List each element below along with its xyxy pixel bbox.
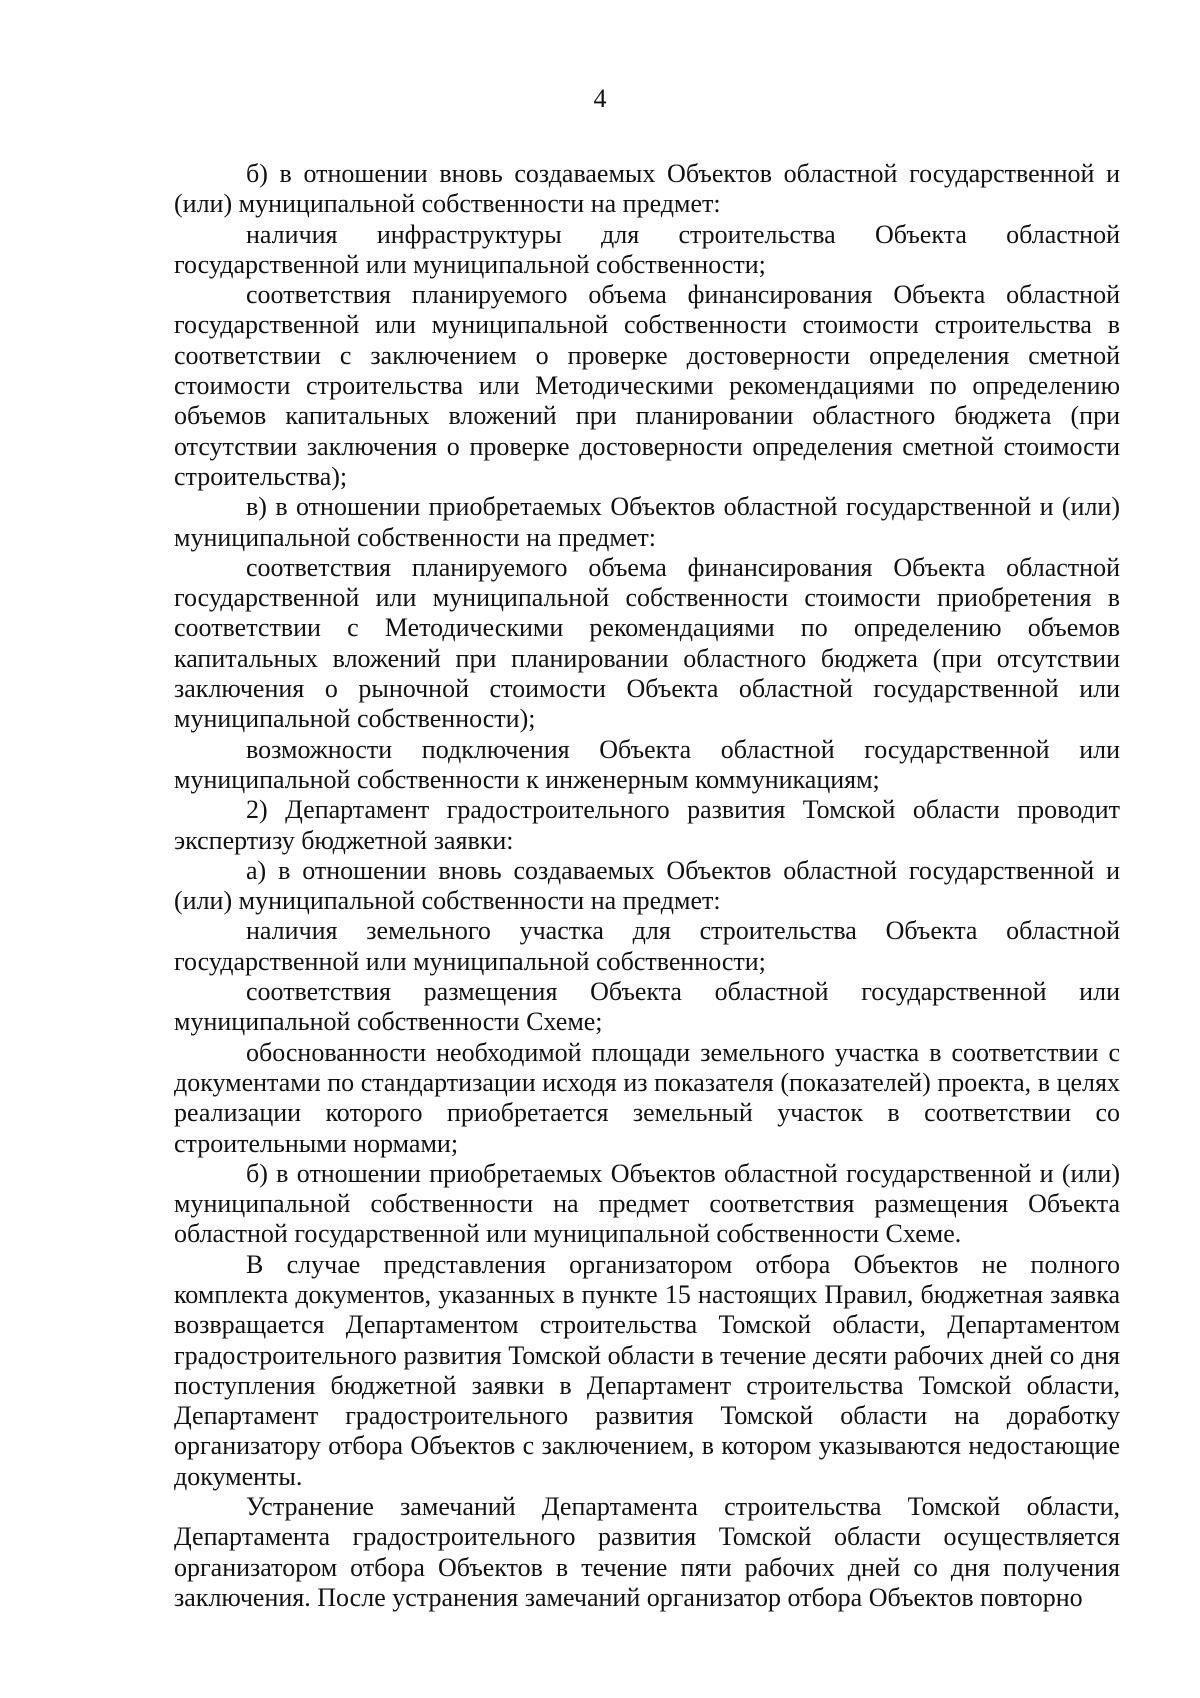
paragraph-incomplete-documents: В случае представления организатором отбора Объектов не полного комплекта документов, указанных в пункте 15 настоящих Правил, бюджетная заявка возвращается Департаментом строительства Томской области, Департаментом градостроительного развития Томской области в течение десяти рабочих дней со дня поступления бюджетной заявки в Департамент строительства Томской области, Департамент градостроительного развития Томской области на доработку организатору отбора Объектов с заключением, в котором указываются недостающие документы. <box>174 1249 1120 1491</box>
document-body <box>174 159 1120 1613</box>
paragraph-utility-connection: возможности подключения Объекта областной государственной или муниципальной собственности к инженерным коммуникациям; <box>174 734 1120 794</box>
paragraph-land-area-justification: обоснованности необходимой площади земельного участка в соответствии с документами по стандартизации исходя из показателя (показателей) проекта, в целях реализации которого приобретается земельный участок в соответствии со строительными нормами; <box>174 1037 1120 1158</box>
paragraph-b-new-objects: б) в отношении вновь создаваемых Объектов областной государственной и (или) муниципальной собственности на предмет: <box>174 159 1120 219</box>
paragraph-financing-construction: соответствия планируемого объема финансирования Объекта областной государственной или муниципальной собственности стоимости строительства в соответствии с заключением о проверке достоверности определения сметной стоимости строительства или Методическими рекомендациями по определению объемов капитальных вложений при планировании областного бюджета (при отсутствии заключения о проверке достоверности определения сметной стоимости строительства); <box>174 280 1120 491</box>
paragraph-infrastructure: наличия инфраструктуры для строительства Объекта областной государственной или муниципальной собственности; <box>174 219 1120 279</box>
paragraph-2-department-expertise: 2) Департамент градостроительного развития Томской области проводит экспертизу бюджетной заявки: <box>174 795 1120 855</box>
paragraph-a-new-objects: а) в отношении вновь создаваемых Объектов областной государственной и (или) муниципальной собственности на предмет: <box>174 855 1120 916</box>
paragraph-land-plot: наличия земельного участка для строительства Объекта областной государственной или муниципальной собственности; <box>174 916 1120 976</box>
page-number: 4 <box>593 84 607 113</box>
paragraph-remarks-elimination: Устранение замечаний Департамента строительства Томской области, Департамента градостроительного развития Томской области осуществляется организатором отбора Объектов в течение пяти рабочих дней со дня получения заключения. После устранения замечаний организатор отбора Объектов повторно <box>174 1492 1120 1612</box>
paragraph-v-acquired-objects: в) в отношении приобретаемых Объектов областной государственной и (или) муниципальной собственности на предмет: <box>174 492 1120 552</box>
paragraph-financing-acquisition: соответствия планируемого объема финансирования Объекта областной государственной или муниципальной собственности стоимости приобретения в соответствии с Методическими рекомендациями по определению объемов капитальных вложений при планировании областного бюджета (при отсутствии заключения о рыночной стоимости Объекта областной государственной или муниципальной собственности); <box>174 552 1120 734</box>
paragraph-scheme-placement: соответствия размещения Объекта областной государственной или муниципальной собственности Схеме; <box>174 977 1120 1037</box>
paragraph-b-acquired-objects: б) в отношении приобретаемых Объектов областной государственной и (или) муниципальной собственности на предмет соответствия размещения Объекта областной государственной или муниципальной собственности Схеме. <box>174 1158 1120 1249</box>
